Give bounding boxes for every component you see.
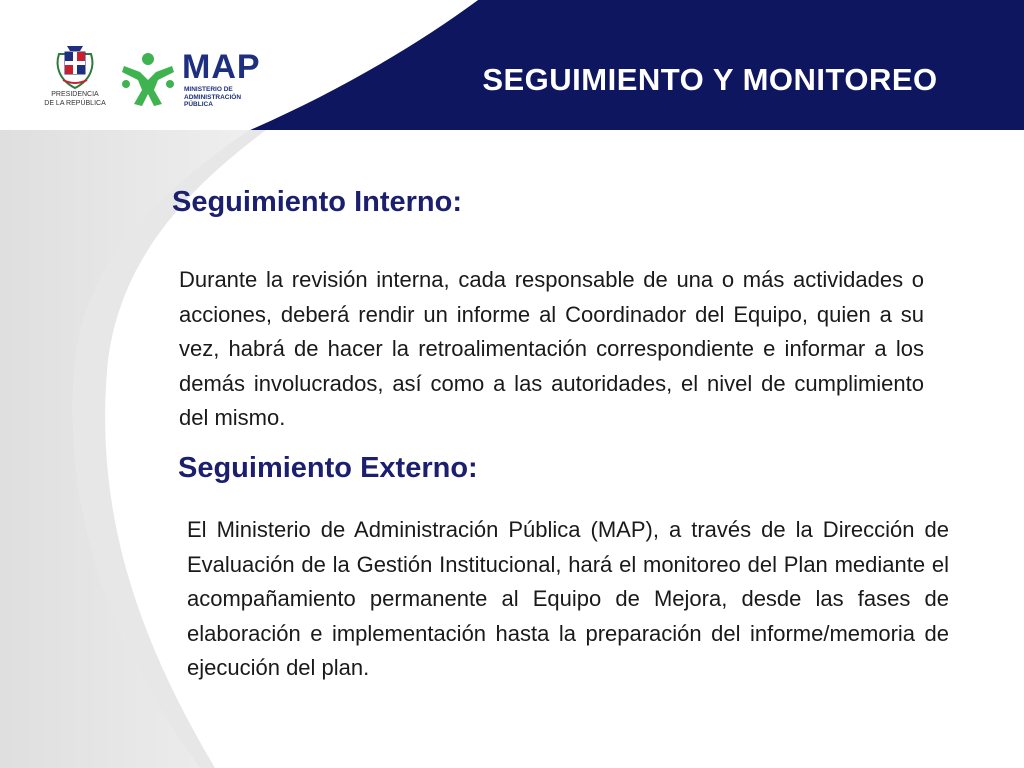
people-figure-logo-icon [118,50,178,106]
body-external: El Ministerio de Administración Pública (MAP), a través de la Dirección de Evaluación de la Gestión Institucional, hará el monitoreo del Plan mediante el acompañamiento permanente al Equipo de Mejora, desde las fases de elaboración e implementación hasta la preparación del informe/memoria de ejecución del plan. [187,517,949,680]
map-wordmark: MAP [182,48,261,86]
map-logo [118,48,278,110]
presidencia-logo [40,44,110,114]
map-subtitle-line3: PÚBLICA [184,101,213,108]
body-internal: Durante la revisión interna, cada responsable de una o más actividades o acciones, deberá rendir un informe al Coordinador del Equipo, quien a su vez, habrá de hacer la retroalimentación correspondiente e informar a los demás involucrados, así como a las autoridades, el nivel de cumplimiento del mismo. [179,267,924,430]
map-subtitle-line2: ADMINISTRACIÓN [184,93,242,101]
map-subtitle [184,86,241,109]
heading-internal: Seguimiento Interno: [172,186,462,218]
presidencia-caption-line2: DE LA REPÚBLICA [44,100,106,107]
presidencia-caption [40,90,110,108]
presidencia-caption-line1: PRESIDENCIA [51,91,99,98]
heading-external: Seguimiento Externo: [178,452,478,484]
coat-of-arms-icon [53,44,97,90]
map-subtitle-line1: MINISTERIO DE [184,86,233,93]
slide-title: SEGUIMIENTO Y MONITOREO [482,62,938,97]
